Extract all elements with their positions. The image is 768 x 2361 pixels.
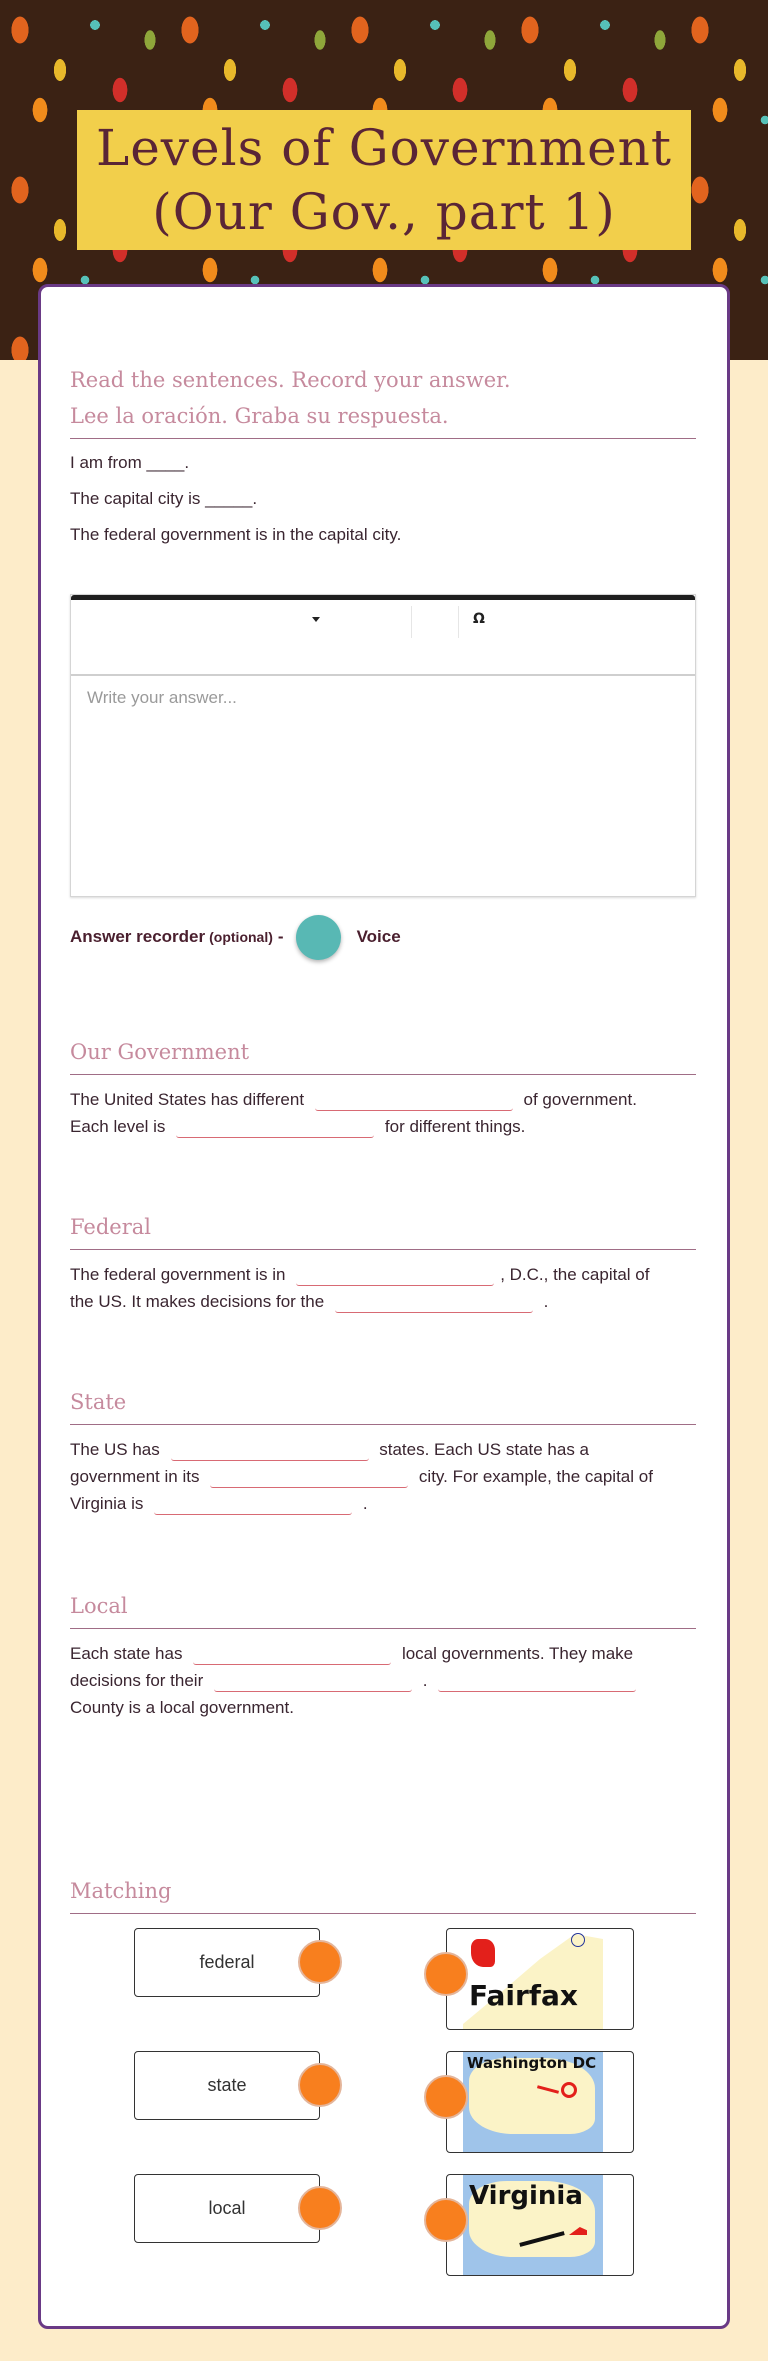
recorder-dash: - [277,927,284,946]
blank-input[interactable] [176,1118,374,1138]
match-item-local[interactable]: local [134,2174,320,2243]
fairfax-highlight [471,1939,495,1967]
text: Each state has [70,1644,183,1663]
text: . [362,1494,368,1513]
section-matching-title: Matching [70,1873,696,1914]
text: government in its [70,1467,200,1486]
text: , D.C., the capital of [500,1265,650,1284]
sentence-3: The federal government is in the capital city. [70,525,402,544]
caret-down-icon [312,617,320,622]
recorder-optional: (optional) [209,929,273,945]
match-connector-right-1[interactable] [424,1952,468,1996]
match-item-state[interactable]: state [134,2051,320,2120]
text: . [422,1671,428,1690]
blank-input[interactable] [335,1293,533,1313]
format-dropdown[interactable] [71,600,411,638]
us-map-image [463,2052,603,2152]
match-connector-left-3[interactable] [298,2186,342,2230]
map-label: Fairfax [469,1979,578,2012]
text: The US has [70,1440,160,1459]
blank-input[interactable] [171,1441,369,1461]
section-local-title: Local [70,1588,696,1629]
text: for different things. [384,1117,526,1136]
map-label: Washington DC [467,2054,597,2072]
text: The federal government is in [70,1265,286,1284]
map-label: Virginia [469,2181,583,2211]
match-image-washington-dc[interactable] [446,2051,634,2153]
section-federal-title: Federal [70,1209,696,1250]
text: the US. It makes decisions for the [70,1292,325,1311]
page-title [77,110,691,250]
section-our-government-title: Our Government [70,1034,696,1075]
toolbar-button[interactable] [412,600,458,638]
dc-circle-icon [561,2082,577,2098]
instructions-english: Read the sentences. Record your answer. [70,368,511,392]
section-state-title: State [70,1384,696,1425]
title-line-2: (Our Gov., part 1) [152,183,616,241]
match-connector-right-3[interactable] [424,2198,468,2242]
blank-input[interactable] [154,1495,352,1515]
virginia-map-image [463,1929,603,2029]
text: . [543,1292,549,1311]
sentence-1: I am from ____. [70,453,190,472]
text: city. For example, the capital of [418,1467,653,1486]
blank-input[interactable] [315,1091,513,1111]
answer-textarea[interactable] [71,676,695,896]
blank-input[interactable] [193,1645,391,1665]
sentence-2: The capital city is _____. [70,489,258,508]
section-state-text [70,1436,696,1517]
us-map-image [463,2175,603,2275]
text: decisions for their [70,1671,204,1690]
voice-label: Voice [356,927,401,946]
text: Each level is [70,1117,166,1136]
match-connector-right-2[interactable] [424,2075,468,2119]
text: Virginia is [70,1494,144,1513]
match-connector-left-2[interactable] [298,2063,342,2107]
blank-input[interactable] [214,1672,412,1692]
instructions-sentences [70,449,696,557]
match-image-virginia[interactable] [446,2174,634,2276]
editor-toolbar [71,600,695,676]
section-our-government-text [70,1086,696,1140]
match-item-federal[interactable]: federal [134,1928,320,1997]
text: states. Each US state has a [379,1440,590,1459]
blank-input[interactable] [296,1266,494,1286]
answer-recorder [70,914,401,960]
blank-input[interactable] [438,1672,636,1692]
instructions-spanish: Lee la oración. Graba su respuesta. [70,404,449,428]
text: County is a local government. [70,1698,294,1717]
record-voice-button[interactable] [296,915,341,960]
location-circle-icon [571,1933,585,1947]
toolbar-divider [458,606,459,638]
text: local governments. They make [401,1644,634,1663]
recorder-label: Answer recorder [70,927,206,946]
blank-input[interactable] [210,1468,408,1488]
answer-editor [70,594,696,897]
text: of government. [523,1090,637,1109]
text: The United States has different [70,1090,305,1109]
instructions-heading [70,362,696,439]
section-federal-text [70,1261,696,1315]
match-connector-left-1[interactable] [298,1940,342,1984]
match-image-fairfax[interactable] [446,1928,634,2030]
special-character-button[interactable]: Ω [473,611,485,627]
title-line-1: Levels of Government [96,119,672,177]
section-local-text [70,1640,696,1721]
